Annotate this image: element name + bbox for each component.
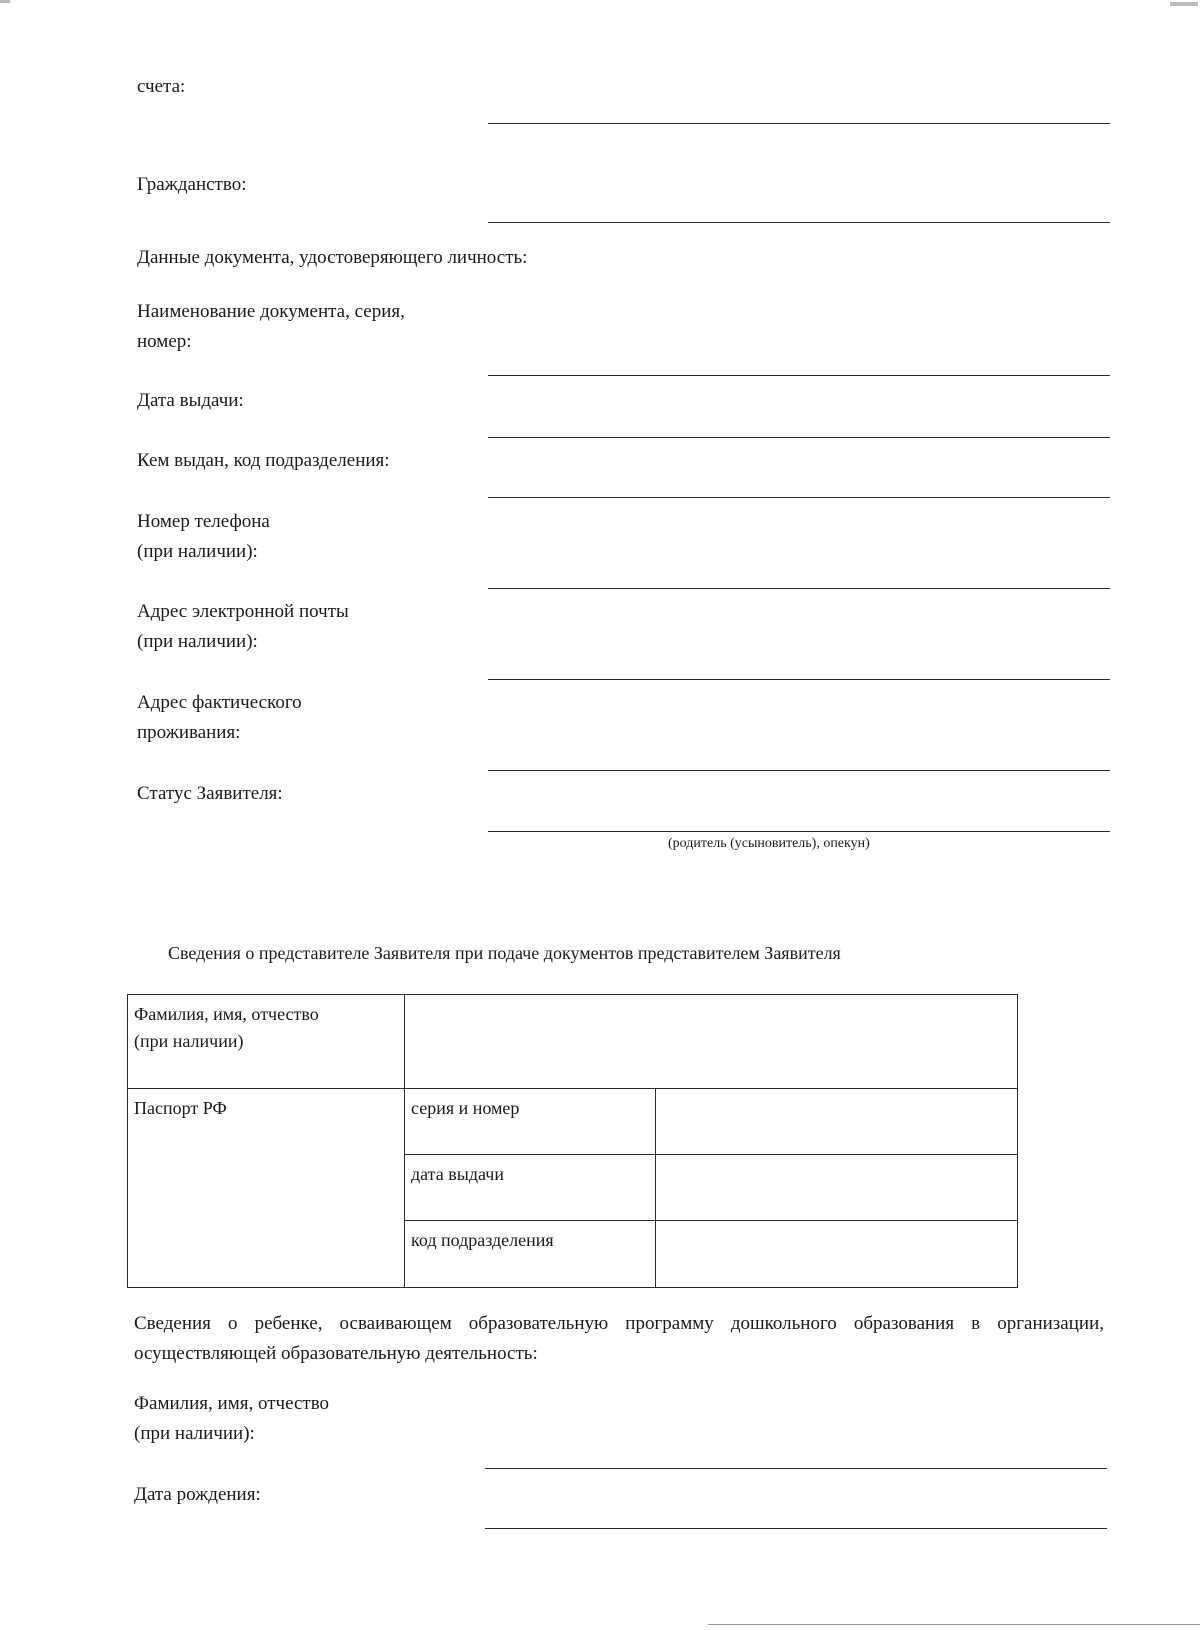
- issued-by-field[interactable]: [488, 497, 1110, 498]
- account-label: счета:: [137, 76, 186, 97]
- rep-issue-date-label-cell: [405, 1155, 656, 1221]
- child-fio-label: Фамилия, имя, отчество: [134, 1393, 330, 1414]
- rep-passport-label-cell: [128, 1089, 405, 1288]
- rep-division-code-label: код подразделения: [411, 1230, 554, 1250]
- child-birth-date-label: Дата рождения:: [134, 1484, 261, 1505]
- status-field[interactable]: [488, 831, 1110, 832]
- issued-by-label: Кем выдан, код подразделения:: [137, 450, 390, 471]
- rep-series-number-label: серия и номер: [411, 1098, 520, 1118]
- scan-speck: [0, 0, 10, 3]
- rep-fio-label: (при наличии): [134, 1031, 244, 1051]
- issue-date-field[interactable]: [488, 437, 1110, 438]
- id-document-header: Данные документа, удостоверяющего личность:: [137, 247, 528, 268]
- rep-division-code-value-cell[interactable]: [656, 1221, 1018, 1288]
- page-bottom-rule: [708, 1624, 1200, 1625]
- account-field[interactable]: [488, 123, 1110, 124]
- representative-heading: Сведения о представителе Заявителя при подаче документов представителем Заявителя: [168, 943, 841, 963]
- email-label: (при наличии):: [137, 631, 258, 652]
- phone-label: Номер телефона: [137, 511, 270, 532]
- doc-name-label: Наименование документа, серия,: [137, 301, 405, 322]
- rep-series-number-label-cell: [405, 1089, 656, 1155]
- phone-label: (при наличии):: [137, 541, 258, 562]
- rep-fio-label: Фамилия, имя, отчество: [134, 1004, 319, 1024]
- email-label: Адрес электронной почты: [137, 601, 349, 622]
- child-fio-field[interactable]: [485, 1468, 1107, 1469]
- address-label: Адрес фактического: [137, 692, 302, 713]
- representative-table: [127, 994, 1018, 1288]
- doc-name-field[interactable]: [488, 375, 1110, 376]
- rep-fio-value-cell[interactable]: [405, 995, 1018, 1089]
- doc-name-label: номер:: [137, 331, 192, 352]
- email-field[interactable]: [488, 679, 1110, 680]
- status-label: Статус Заявителя:: [137, 783, 283, 804]
- issue-date-label: Дата выдачи:: [137, 390, 244, 411]
- rep-issue-date-label: дата выдачи: [411, 1164, 504, 1184]
- citizenship-label: Гражданство:: [137, 174, 247, 195]
- rep-passport-label: Паспорт РФ: [134, 1098, 227, 1118]
- rep-fio-label-cell: [128, 995, 405, 1089]
- address-label: проживания:: [137, 722, 241, 743]
- address-field[interactable]: [488, 770, 1110, 771]
- child-fio-label: (при наличии):: [134, 1423, 255, 1444]
- scan-speck: [1170, 2, 1198, 6]
- rep-issue-date-value-cell[interactable]: [656, 1155, 1018, 1221]
- citizenship-field[interactable]: [488, 222, 1110, 223]
- status-hint: (родитель (усыновитель), опекун): [668, 836, 870, 851]
- child-birth-date-field[interactable]: [485, 1528, 1107, 1529]
- phone-field[interactable]: [488, 588, 1110, 589]
- rep-series-number-value-cell[interactable]: [656, 1089, 1018, 1155]
- child-intro: Сведения о ребенке, осваивающем образовательную программу дошкольного образования в организации, осуществляющей образовательную деятельность:: [134, 1313, 1104, 1364]
- rep-division-code-label-cell: [405, 1221, 656, 1288]
